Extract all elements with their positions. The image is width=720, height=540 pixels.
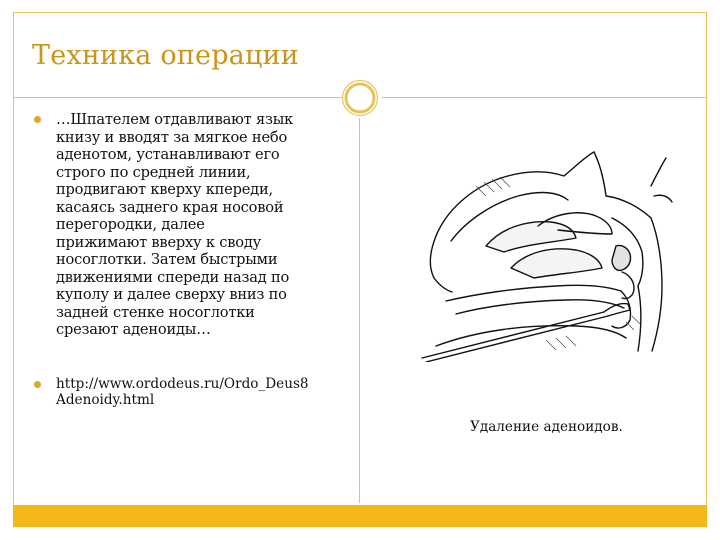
adenoidectomy-illustration [416,126,678,362]
bottom-accent-bar [13,505,707,527]
bullet-icon [34,116,41,123]
ornament-circle-icon [340,78,380,118]
bullet-icon [34,381,41,388]
body-text: …Шпателем отдавливают язык книзу и вводят за мягкое небо аденотом, устанавливают его строго по средней линии, продвигают кверху кпереди, касаясь заднего края носовой перегородки, далее прижимают вверху к своду носоглотки. Затем быстрыми движениями спереди назад по куполу и далее сверху вниз по задней стенке носоглотки срезают аденоиды… [56,111,294,338]
header-divider-left [13,97,346,98]
source-link[interactable]: http://www.ordodeus.ru/Ordo_Deus8 Adenoidy.html [56,376,309,408]
figure-caption: Удаление аденоидов. [470,419,623,435]
column-divider [359,118,360,503]
header-divider-right [382,97,707,98]
slide-title: Техника операции [32,40,299,71]
